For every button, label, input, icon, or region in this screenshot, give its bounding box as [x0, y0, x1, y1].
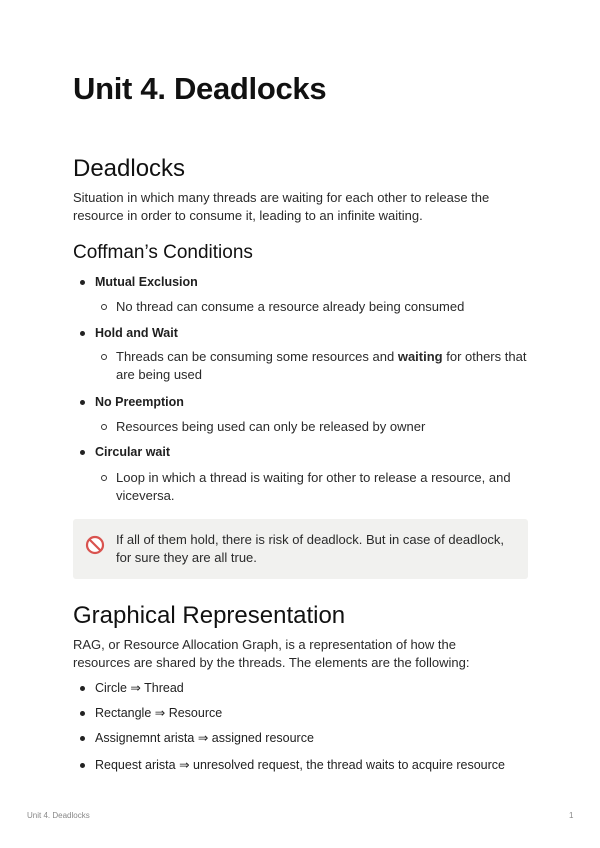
condition-label: Circular wait [95, 445, 171, 459]
section-paragraph-deadlocks: Situation in which many threads are waiting for each other to release the resource in order to consume it, leading to an infinite waiting. [73, 190, 490, 223]
section-heading-graphical: Graphical Representation [73, 602, 346, 629]
detail-text: for others that are being used [116, 349, 527, 382]
condition-label: No Preemption [95, 395, 184, 409]
list-item-element: Rectangle ⇒ Resource [95, 706, 223, 720]
subsection-heading-coffman: Coffman’s Conditions [73, 242, 253, 263]
list-item-condition [95, 273, 198, 291]
condition-label: Mutual Exclusion [95, 275, 198, 289]
list-item-condition-detail [116, 348, 528, 384]
list-item-condition-detail: Resources being used can only be released by owner [116, 418, 528, 436]
detail-emphasis: waiting [397, 349, 443, 364]
section-heading-deadlocks: Deadlocks [73, 155, 186, 182]
list-item-condition [95, 443, 170, 461]
list-item-condition [95, 393, 184, 411]
list-item-condition [95, 324, 178, 342]
list-item-condition-detail: No thread can consume a resource already being consumed [116, 298, 528, 316]
list-item-element: Assignemnt arista ⇒ assigned resource [95, 731, 314, 745]
footer-title: Unit 4. Deadlocks [27, 811, 90, 820]
detail-text: Threads can be consuming some resources and [116, 349, 398, 364]
page-title: Unit 4. Deadlocks [73, 71, 327, 106]
warning-callout [73, 519, 528, 579]
section-paragraph-graphical: RAG, or Resource Allocation Graph, is a representation of how the resources are shared by the threads. The elements are the following: [73, 637, 470, 670]
list-item-element: Request arista ⇒ unresolved request, the thread waits to acquire resource [95, 758, 505, 772]
condition-label: Hold and Wait [95, 326, 178, 340]
callout-text: If all of them hold, there is risk of deadlock. But in case of deadlock, for sure they are all true. [116, 532, 505, 565]
no-entry-icon [85, 535, 105, 555]
page-number: 1 [569, 811, 574, 820]
list-item-condition-detail: Loop in which a thread is waiting for other to release a resource, and viceversa. [116, 469, 528, 505]
list-item-element: Circle ⇒ Thread [95, 681, 184, 695]
